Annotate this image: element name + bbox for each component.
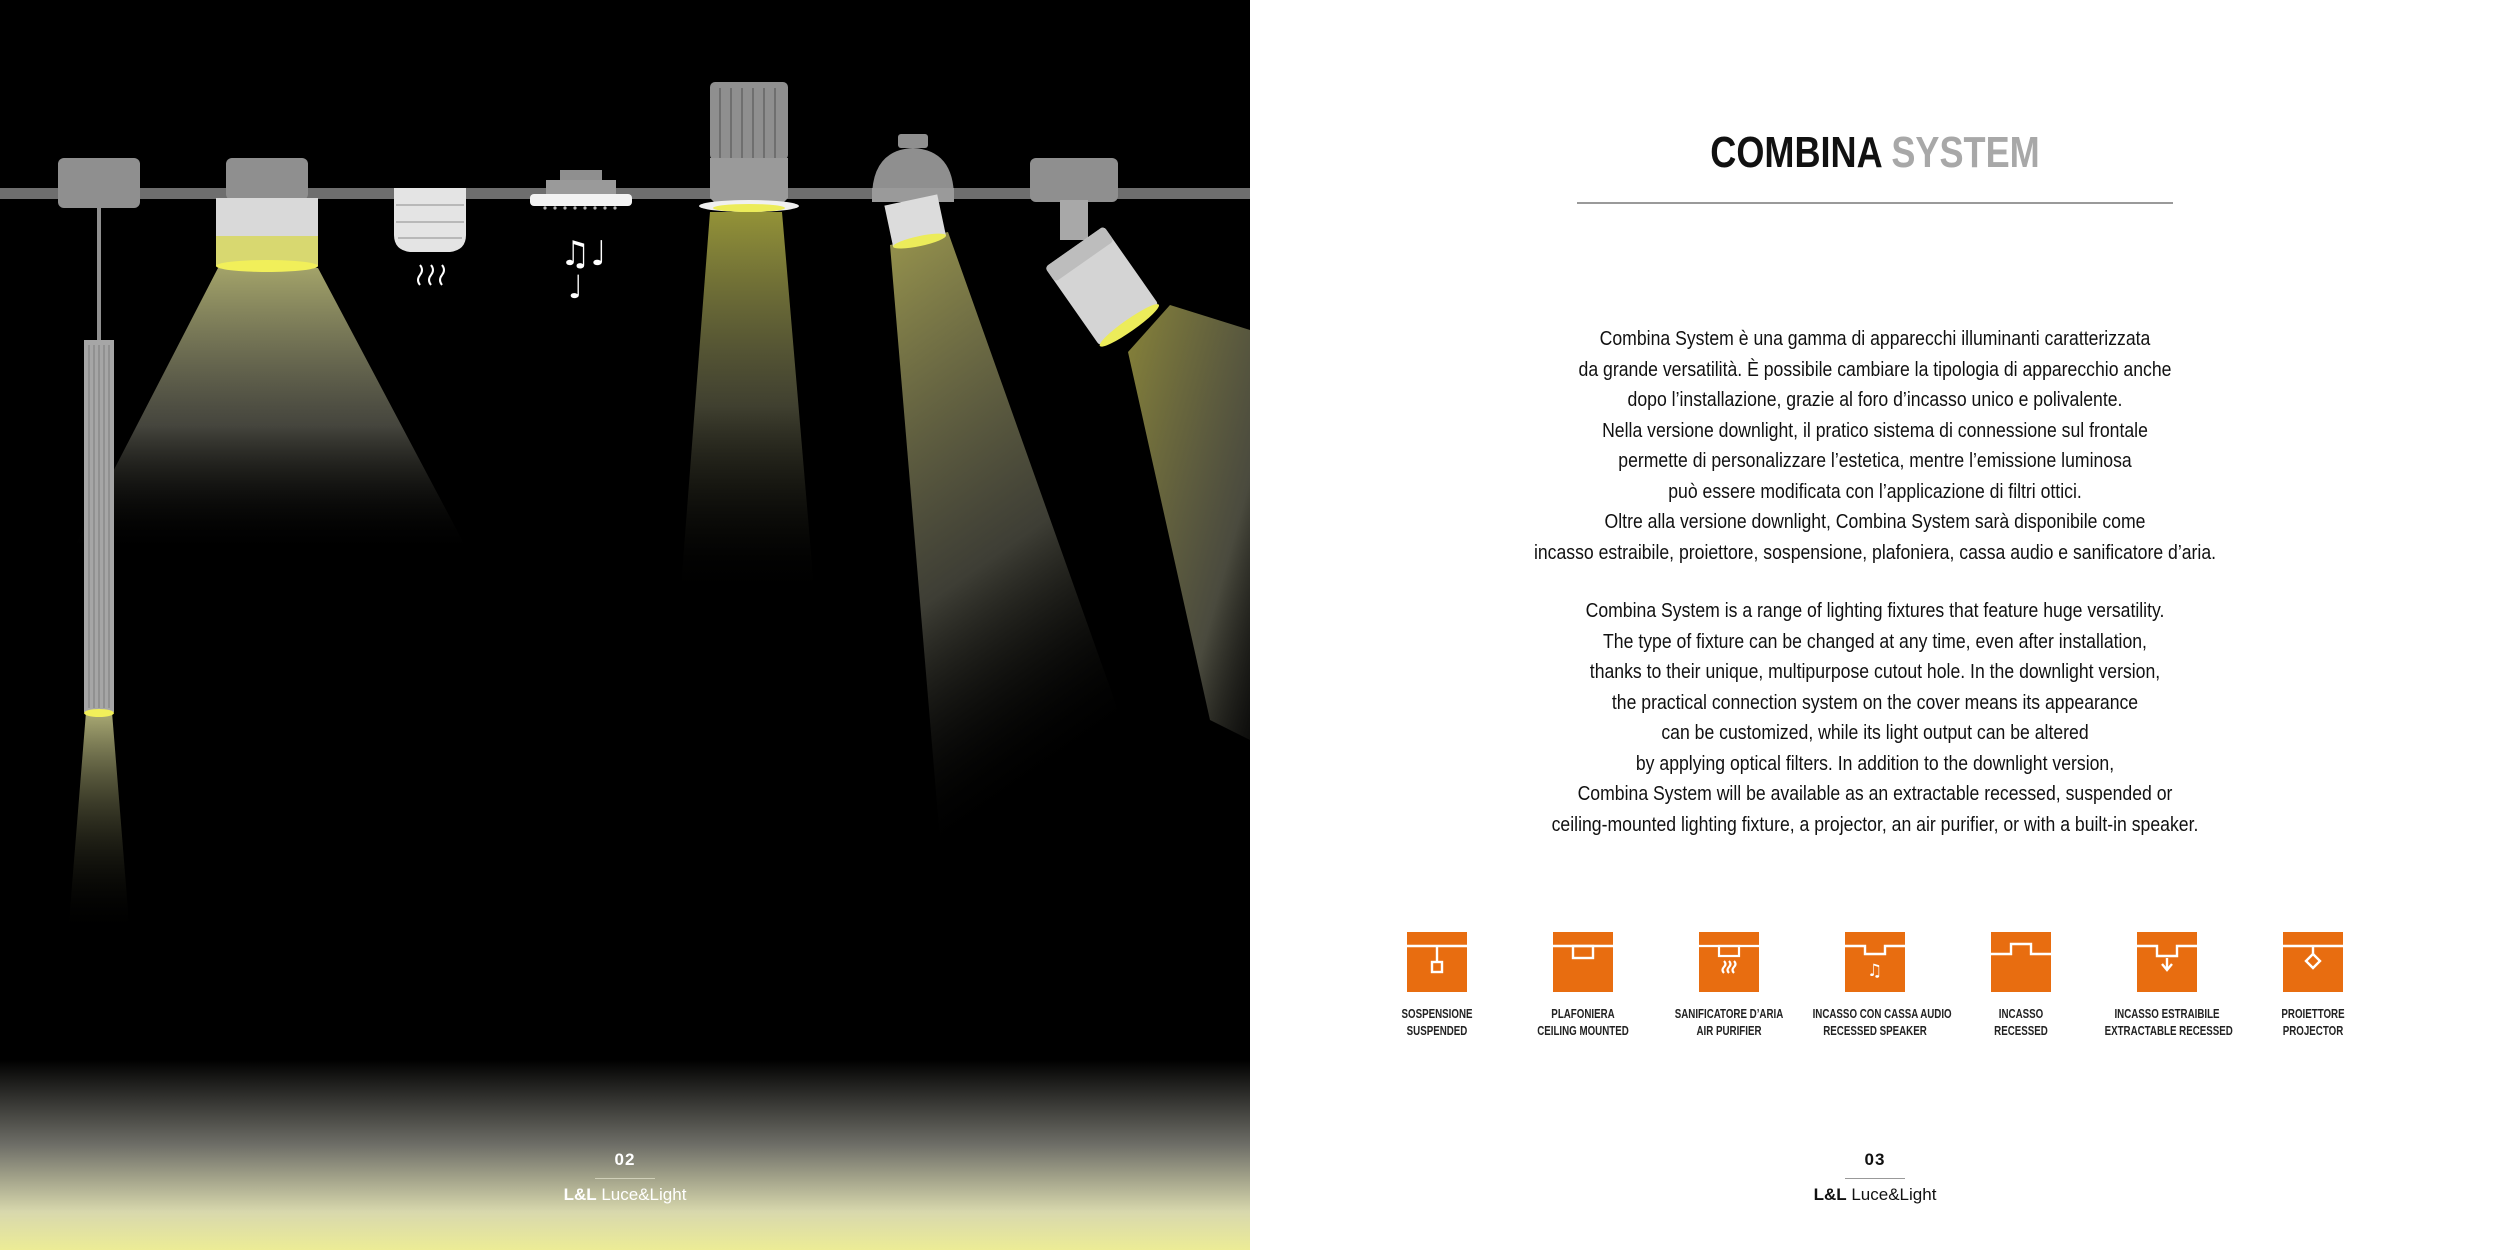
page-number-right: 03 bbox=[1864, 1150, 1886, 1169]
text-line: incasso estraibile, proiettore, sospensione, plafoniera, cassa audio e sanificatore d’aria. bbox=[1533, 540, 2217, 564]
icon-item-speaker: ♫ INCASSO CON CASSA AUDIO RECESSED SPEAKER bbox=[1795, 932, 1955, 1040]
text-line: Combina System is a range of lighting fixtures that feature huge versatility. bbox=[1585, 599, 2165, 622]
pendant-beam bbox=[68, 712, 130, 935]
page-number-left: 02 bbox=[614, 1150, 636, 1169]
english-description bbox=[1488, 596, 2262, 840]
pendant-lens bbox=[84, 709, 114, 717]
page-rule-right bbox=[1845, 1178, 1905, 1179]
projector-icon bbox=[2283, 932, 2343, 992]
icon-item-air-purifier: SANIFICATORE D’ARIA AIR PURIFIER bbox=[1649, 932, 1809, 1040]
title-divider bbox=[1577, 202, 2173, 204]
text-line: the practical connection system on the cover means its appearance bbox=[1611, 690, 2139, 714]
air-purifier-body bbox=[394, 188, 466, 252]
text-line: by applying optical filters. In addition to the downlight version, bbox=[1635, 751, 2115, 775]
brand-logo-left: L&L Luce&Light bbox=[563, 1185, 687, 1204]
text-line: Combina System will be available as an extractable recessed, suspended or bbox=[1577, 782, 2173, 805]
speaker-body bbox=[530, 194, 632, 206]
italian-description bbox=[1488, 324, 2262, 568]
text-line: Nella versione downlight, il pratico sistema di connessione sul frontale bbox=[1602, 418, 2148, 442]
speaker-icon bbox=[1845, 932, 1905, 992]
ceiling-mounted-icon bbox=[1553, 932, 1613, 992]
recessed-beam bbox=[680, 212, 815, 600]
text-line: da grande versatilità. È possibile cambiare la tipologia di apparecchio anche bbox=[1578, 357, 2172, 381]
text-line: Oltre alla versione downlight, Combina System sarà disponibile come bbox=[1604, 510, 2146, 533]
brand-logo-right: L&L Luce&Light bbox=[1813, 1185, 1937, 1204]
svg-text:♫: ♫ bbox=[1867, 961, 1883, 981]
icon-item-recessed: INCASSO RECESSED bbox=[1941, 932, 2101, 1040]
text-line: can be customized, while its light output can be altered bbox=[1661, 721, 2089, 744]
page-title: COMBINA SYSTEM bbox=[1710, 128, 2040, 177]
projector-beam bbox=[1128, 305, 1250, 740]
icon-item-extractable: INCASSO ESTRAIBILE EXTRACTABLE RECESSED bbox=[2087, 932, 2247, 1040]
icon-item-projector: PROIETTORE PROJECTOR bbox=[2233, 932, 2393, 1040]
extractable-recessed-icon bbox=[2137, 932, 2197, 992]
icon-item-suspended: SOSPENSIONE SUSPENDED bbox=[1357, 932, 1517, 1040]
ceiling-beam bbox=[70, 268, 470, 555]
pendant-canopy bbox=[58, 158, 140, 208]
text-line: thanks to their unique, multipurpose cutout hole. In the downlight version, bbox=[1589, 660, 2161, 683]
text-line: permette di personalizzare l’estetica, mentre l’emissione luminosa bbox=[1618, 449, 2132, 472]
page-rule-left bbox=[595, 1178, 655, 1179]
text-line: può essere modificata con l’applicazione di filtri ottici. bbox=[1668, 479, 2082, 503]
text-line: dopo l’installazione, grazie al foro d’incasso unico e polivalente. bbox=[1627, 388, 2123, 411]
recessed-body bbox=[710, 158, 788, 206]
svg-text:♩: ♩ bbox=[568, 268, 584, 306]
icon-item-ceiling-mounted: PLAFONIERA CEILING MOUNTED bbox=[1503, 932, 1663, 1040]
ceiling-mounted-lens bbox=[216, 260, 318, 272]
text-line: Combina System è una gamma di apparecchi illuminanti caratterizzata bbox=[1599, 327, 2151, 350]
text-line: The type of fixture can be changed at any time, even after installation, bbox=[1603, 629, 2147, 653]
air-purifier-icon bbox=[1699, 932, 1759, 992]
air-waves bbox=[418, 265, 444, 285]
suspension-icon bbox=[1407, 932, 1467, 992]
text-line: ceiling-mounted lighting fixture, a projector, an air purifier, or with a built-in speaker. bbox=[1551, 812, 2199, 836]
music-notes: ♫♩ bbox=[560, 234, 607, 274]
recessed-icon bbox=[1991, 932, 2051, 992]
pendant-cable bbox=[97, 208, 101, 343]
recessed-heatsink bbox=[710, 82, 788, 160]
right-page bbox=[1250, 0, 2500, 1250]
